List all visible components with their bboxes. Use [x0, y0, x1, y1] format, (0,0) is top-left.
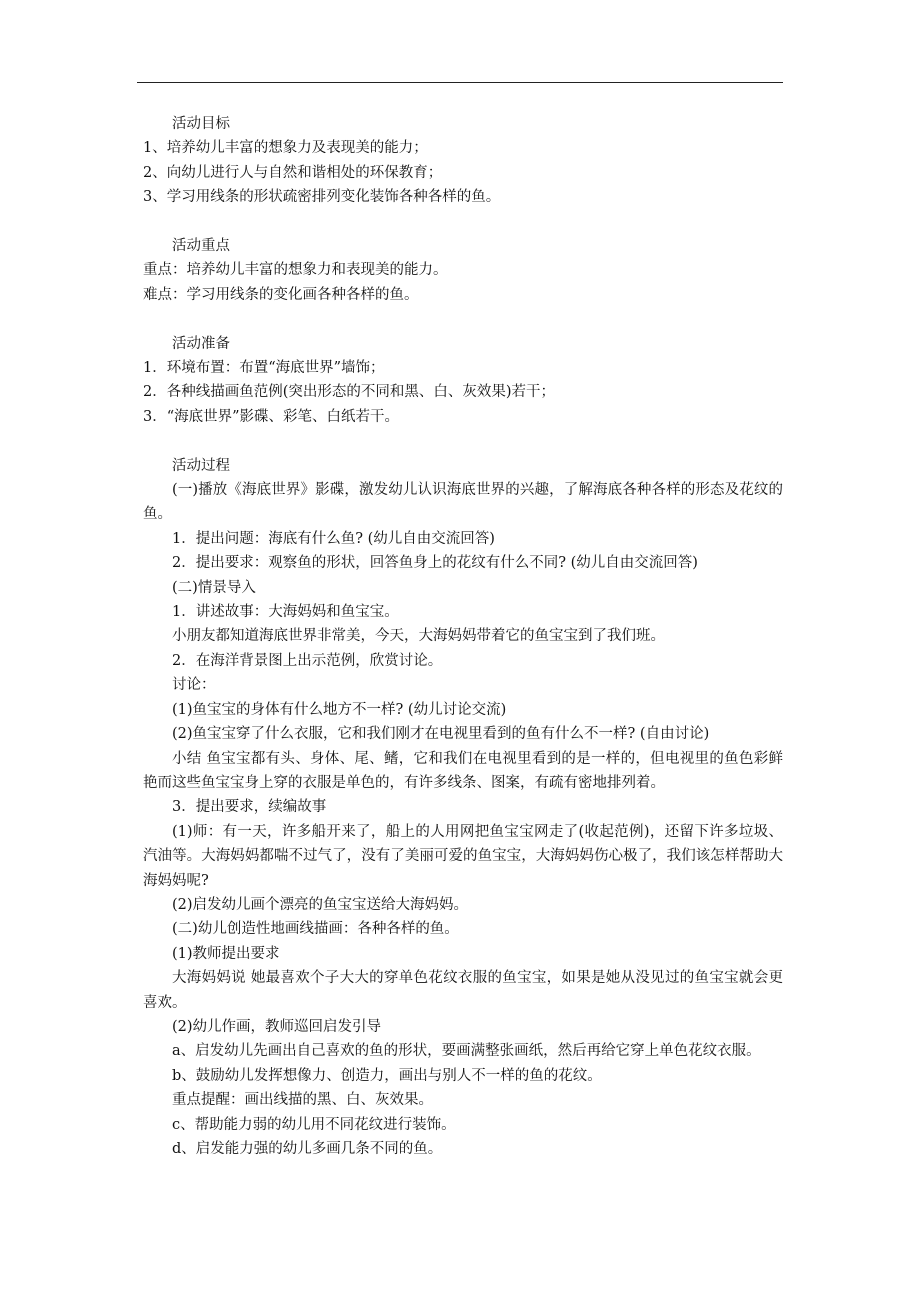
paragraph: 大海妈妈说 她最喜欢个子大大的穿单色花纹衣服的鱼宝宝，如果是她从没见过的鱼宝宝就会更喜欢。 — [143, 970, 783, 1011]
list-item: 难点：学习用线条的变化画各种各样的鱼。 — [143, 286, 419, 303]
header-rule — [137, 82, 783, 83]
paragraph: (2)幼儿作画，教师巡回启发引导 — [172, 1018, 382, 1035]
paragraph: (一)播放《海底世界》影碟，激发幼儿认识海底世界的兴趣，了解海底各种各样的形态及花纹的鱼。 — [143, 482, 783, 523]
paragraph: a、启发幼儿先画出自己喜欢的鱼的形状，要画满整张画纸，然后再给它穿上单色花纹衣服。 — [172, 1043, 761, 1060]
section-heading-prep: 活动准备 — [172, 335, 230, 352]
document-body — [143, 112, 783, 1161]
paragraph: 讨论： — [172, 677, 216, 694]
paragraph: 2．提出要求：观察鱼的形状，回答鱼身上的花纹有什么不同? (幼儿自由交流回答) — [172, 555, 698, 572]
section-goals — [143, 112, 783, 210]
section-heading-process: 活动过程 — [172, 457, 230, 474]
list-item: 3．“海底世界”影碟、彩笔、白纸若干。 — [143, 408, 400, 425]
list-item: 1．环境布置：布置“海底世界”墙饰； — [143, 360, 385, 377]
section-focus — [143, 234, 783, 307]
paragraph: (1)教师提出要求 — [172, 945, 280, 962]
paragraph: d、启发能力强的幼儿多画几条不同的鱼。 — [172, 1141, 443, 1158]
paragraph: (1)鱼宝宝的身体有什么地方不一样? (幼儿讨论交流) — [172, 701, 507, 718]
paragraph: b、鼓励幼儿发挥想像力、创造力，画出与别人不一样的鱼的花纹。 — [172, 1067, 602, 1084]
section-process — [143, 454, 783, 1162]
paragraph: (二)情景导入 — [172, 579, 256, 596]
list-item: 重点：培养幼儿丰富的想象力和表现美的能力。 — [143, 262, 448, 279]
paragraph: 2．在海洋背景图上出示范例，欣赏讨论。 — [172, 652, 443, 669]
paragraph: 重点提醒：画出线描的黑、白、灰效果。 — [172, 1092, 433, 1109]
paragraph: (二)幼儿创造性地画线描画：各种各样的鱼。 — [172, 921, 459, 938]
paragraph: (2)启发幼儿画个漂亮的鱼宝宝送给大海妈妈。 — [172, 896, 469, 913]
paragraph: (2)鱼宝宝穿了什么衣服，它和我们刚才在电视里看到的鱼有什么不一样? (自由讨论) — [172, 726, 710, 743]
paragraph: (1)师：有一天，许多船开来了，船上的人用网把鱼宝宝网走了(收起范例)，还留下许多垃圾、汽油等。大海妈妈都喘不过气了，没有了美丽可爱的鱼宝宝，大海妈妈伤心极了，我们该怎样帮助大海妈妈呢? — [143, 823, 783, 889]
section-heading-goals: 活动目标 — [172, 116, 230, 132]
section-heading-focus: 活动重点 — [172, 238, 230, 255]
paragraph: 1．提出问题：海底有什么鱼? (幼儿自由交流回答) — [172, 530, 495, 547]
list-item: 2．各种线描画鱼范例(突出形态的不同和黑、白、灰效果)若干； — [143, 384, 556, 401]
list-item: 2、向幼儿进行人与自然和谐相处的环保教育； — [143, 164, 443, 181]
paragraph: c、帮助能力弱的幼儿用不同花纹进行装饰。 — [172, 1116, 456, 1133]
section-prep — [143, 332, 783, 430]
paragraph: 小结 鱼宝宝都有头、身体、尾、鳍，它和我们在电视里看到的是一样的，但电视里的鱼色彩鲜艳而这些鱼宝宝身上穿的衣服是单色的，有许多线条、图案，有疏有密地排列着。 — [143, 750, 783, 791]
list-item: 1、培养幼儿丰富的想象力及表现美的能力； — [143, 140, 428, 157]
paragraph: 小朋友都知道海底世界非常美，今天，大海妈妈带着它的鱼宝宝到了我们班。 — [172, 628, 665, 645]
list-item: 3、学习用线条的形状疏密排列变化装饰各种各样的鱼。 — [143, 189, 501, 206]
paragraph: 1．讲述故事：大海妈妈和鱼宝宝。 — [172, 604, 399, 621]
paragraph: 3．提出要求，续编故事 — [172, 799, 327, 816]
